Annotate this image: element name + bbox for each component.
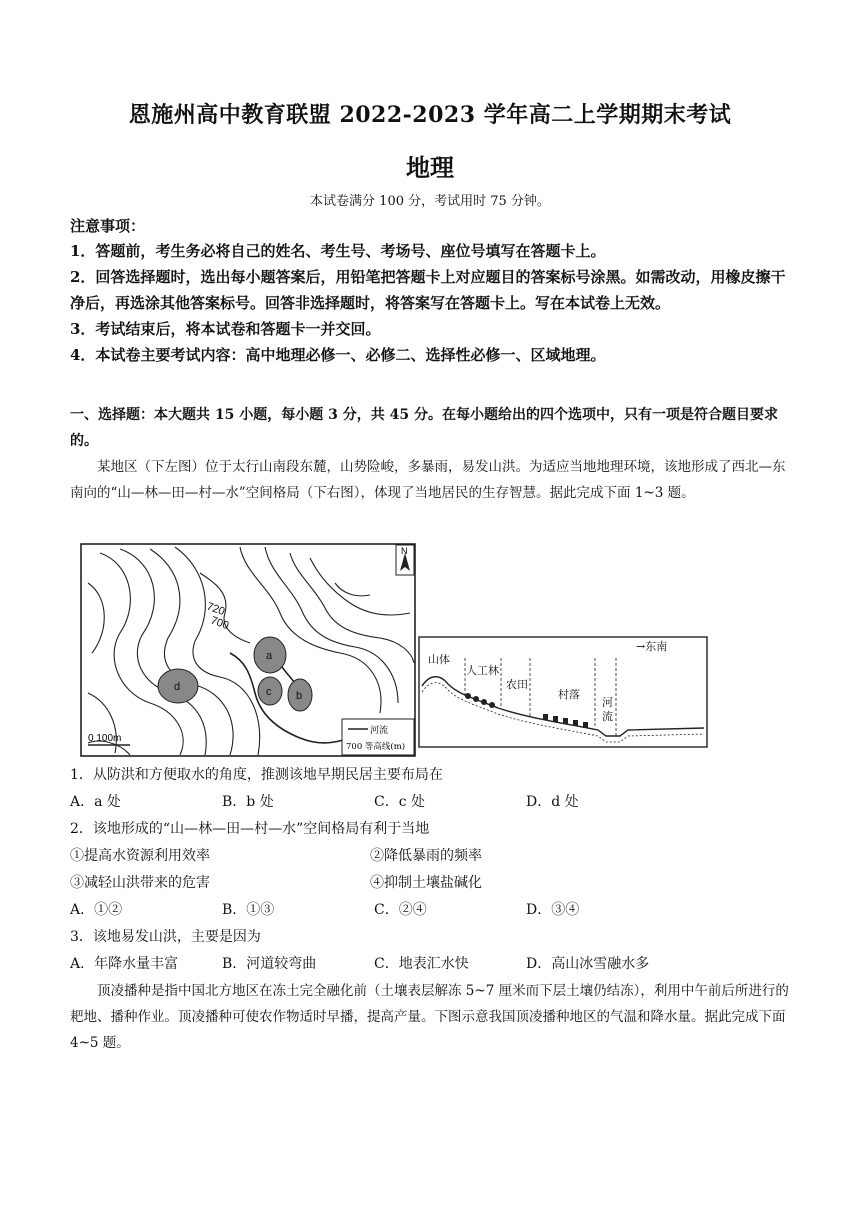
passage-2 <box>70 978 792 1056</box>
q1-option-b[interactable]: B．b 处 <box>222 794 274 810</box>
svg-text:0 100m: 0 100m <box>88 733 122 744</box>
direction-label: →东南 <box>636 640 668 653</box>
contour-map <box>80 543 416 757</box>
question-2-items <box>70 870 792 897</box>
passage-1 <box>70 454 792 506</box>
question-3-stem: 3．该地易发山洪，主要是因为 <box>70 929 261 945</box>
q2-option-b[interactable]: B．①③ <box>222 902 275 918</box>
legend-contour: 700 等高线(m) <box>346 742 406 752</box>
q2-option-a[interactable]: A．①② <box>70 902 123 918</box>
question-1-options <box>70 789 792 816</box>
exam-title: 恩施州高中教育联盟 2022-2023 学年高二上学期期末考试 <box>128 102 732 128</box>
legend-river: 河流 <box>370 726 389 736</box>
notice-item: 1．答题前，考生务必将自己的姓名、考生号、考场号、座位号填写在答题卡上。 <box>70 242 606 260</box>
q2-item-2: ②降低暴雨的频率 <box>370 848 482 864</box>
q3-option-a[interactable]: A．年降水量丰富 <box>70 956 179 972</box>
q1-option-a[interactable]: A．a 处 <box>70 794 121 810</box>
passage-text: 顶凌播种是指中国北方地区在冻土完全融化前（土壤表层解冻 5~7 厘米而下层土壤仍结冻），利用中午前后所进行的耙地、播种作业。顶凌播种可使农作物适时早播，提高产量。下图示意我国顶凌播种地区的气温和降水量。据此完成下面 4~5 题。 <box>70 983 789 1051</box>
q2-item-4: ④抑制土壤盐碱化 <box>370 875 482 891</box>
landscape-profile <box>418 636 708 748</box>
question-2-items <box>70 843 792 870</box>
label-field: 农田 <box>506 678 528 691</box>
q2-item-3: ③减轻山洪带来的危害 <box>70 875 210 891</box>
area-label-b: b <box>296 690 303 702</box>
q3-option-b[interactable]: B．河道较弯曲 <box>222 956 317 972</box>
scale-bar <box>88 733 130 745</box>
q1-option-c[interactable]: C．c 处 <box>374 794 426 810</box>
notice-item: 4．本试卷主要考试内容：高中地理必修一、必修二、选择性必修一、区域地理。 <box>70 346 606 364</box>
notice-item: 3．考试结束后，将本试卷和答题卡一并交回。 <box>70 320 381 338</box>
north-label: N <box>401 546 408 556</box>
question-1-stem: 1．从防洪和方便取水的角度，推测该地早期民居主要布局在 <box>70 767 443 783</box>
q1-option-d[interactable]: D．d 处 <box>526 794 579 810</box>
area-label-d: d <box>174 681 181 693</box>
question-2-options <box>70 897 792 924</box>
label-river-2: 流 <box>602 710 613 723</box>
q2-option-c[interactable]: C．②④ <box>374 902 427 918</box>
label-river-1: 河 <box>602 696 613 709</box>
label-mountain: 山体 <box>428 653 450 666</box>
question-block <box>70 762 792 978</box>
q3-option-c[interactable]: C．地表汇水快 <box>374 956 469 972</box>
subject-title: 地理 <box>406 153 454 182</box>
exam-meta: 本试卷满分 100 分，考试用时 75 分钟。 <box>310 194 550 209</box>
map-legend <box>342 719 414 755</box>
section-heading: 一、选择题：本大题共 15 小题，每小题 3 分，共 45 分。在每小题给出的四个选项中，只有一项是符合题目要求的。 <box>70 407 778 449</box>
label-forest: 人工林 <box>466 664 499 677</box>
q2-option-d[interactable]: D．③④ <box>526 902 580 918</box>
notice-list <box>70 238 792 368</box>
notice-item: 2．回答选择题时，选出每小题答案后，用铅笔把答题卡上对应题目的答案标号涂黑。如需改动，用橡皮擦干净后，再选涂其他答案标号。回答非选择题时，将答案写在答题卡上。写在本试卷上无效。 <box>70 268 786 312</box>
q3-option-d[interactable]: D．高山冰雪融水多 <box>526 956 650 972</box>
area-label-c: c <box>266 686 272 698</box>
question-3-options <box>70 951 792 978</box>
notice-heading: 注意事项： <box>70 217 146 235</box>
question-2-stem: 2．该地形成的“山—林—田—村—水”空间格局有利于当地 <box>70 821 430 837</box>
contour-label-720: 720 <box>204 600 227 619</box>
q2-item-1: ①提高水资源利用效率 <box>70 848 210 864</box>
north-arrow <box>396 545 414 575</box>
label-village: 村落 <box>558 688 580 701</box>
passage-text: 某地区（下左图）位于太行山南段东麓，山势险峻，多暴雨，易发山洪。为适应当地地理环境，该地形成了西北—东南向的“山—林—田—村—水”空间格局（下右图），体现了当地居民的生存智慧。据此完成下面 1~3 题。 <box>70 459 786 501</box>
contour-label-700: 700 <box>208 614 231 633</box>
area-label-a: a <box>266 650 273 662</box>
